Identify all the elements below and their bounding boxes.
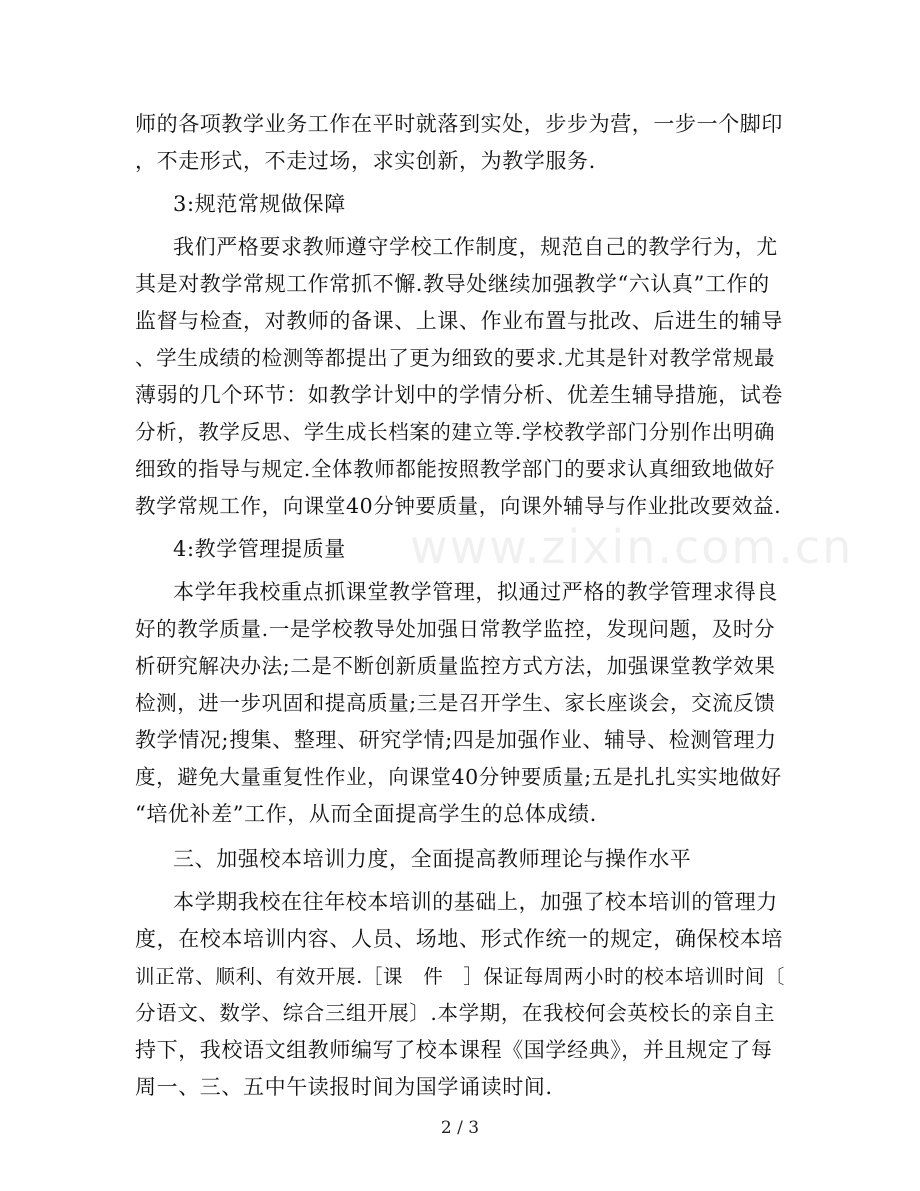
text-line: 度，避免大量重复性作业，向课堂40分钟要质量;五是扎扎实实地做好 — [135, 765, 782, 789]
section-heading: 3:规范常规做保障 — [173, 192, 346, 216]
text-line: 细致的指导与规定.全体教师都能按照教学部门的要求认真细致地做好 — [135, 457, 776, 481]
text-line: 检测，进一步巩固和提高质量;三是召开学生、家长座谈会，交流反馈 — [135, 691, 776, 715]
text-line: 教学常规工作，向课堂40分钟要质量，向课外辅导与作业批改要效益. — [135, 494, 782, 518]
text-line: 训正常、顺利、有效开展.［课 件 ］保证每周两小时的校本培训时间〔 — [135, 965, 785, 988]
section-heading: 4:教学管理提质量 — [173, 537, 346, 561]
watermark: www.zixin.com.cn — [410, 520, 854, 574]
text-line: 周一、三、五中午读报时间为国学诵读时间. — [135, 1075, 553, 1099]
text-line: ，不走形式，不走过场，求实创新，为教学服务. — [135, 149, 596, 173]
text-line: 薄弱的几个环节：如教学计划中的学情分析、优差生辅导措施，试卷 — [135, 383, 783, 407]
text-line: 本学年我校重点抓课堂教学管理，拟通过严格的教学管理求得良 — [173, 580, 778, 604]
text-line: 师的各项教学业务工作在平时就落到实处，步步为营，一步一个脚印 — [135, 112, 783, 136]
text-line: 分语文、数学、综合三组开展〕.本学期，在我校何会英校长的亲自主 — [135, 1001, 776, 1025]
text-line: “培优补差”工作，从而全面提高学生的总体成绩. — [135, 802, 597, 826]
text-line: 分析，教学反思、学生成长档案的建立等.学校教学部门分别作出明确 — [135, 420, 776, 444]
text-line: 我们严格要求教师遵守学校工作制度，规范自己的教学行为，尤 — [173, 235, 778, 259]
document-body — [135, 106, 787, 1106]
text-line: 持下，我校语文组教师编写了校本课程《国学经典》，并且规定了每 — [135, 1038, 773, 1062]
text-line: 监督与检查，对教师的备课、上课、作业布置与批改、后进生的辅导 — [135, 309, 783, 333]
page-number: 2 / 3 — [440, 1118, 480, 1138]
text-line: 度，在校本培训内容、人员、场地、形式作统一的规定，确保校本培 — [135, 927, 783, 951]
text-line: 本学期我校在往年校本培训的基础上，加强了校本培训的管理力 — [173, 890, 778, 914]
text-line: 好的教学质量.一是学校教导处加强日常教学监控，发现问题，及时分 — [135, 617, 776, 641]
text-line: 其是对教学常规工作常抓不懈.教导处继续加强教学“六认真”工作的 — [135, 272, 770, 296]
text-line: 析研究解决办法;二是不断创新质量监控方式方法，加强课堂教学效果 — [135, 654, 776, 678]
text-line: 教学情况;搜集、整理、研究学情;四是加强作业、辅导、检测管理力 — [135, 728, 777, 752]
text-line: 、学生成绩的检测等都提出了更为细致的要求.尤其是针对教学常规最 — [135, 346, 776, 370]
section-heading: 三、加强校本培训力度，全面提高教师理论与操作水平 — [173, 847, 692, 871]
